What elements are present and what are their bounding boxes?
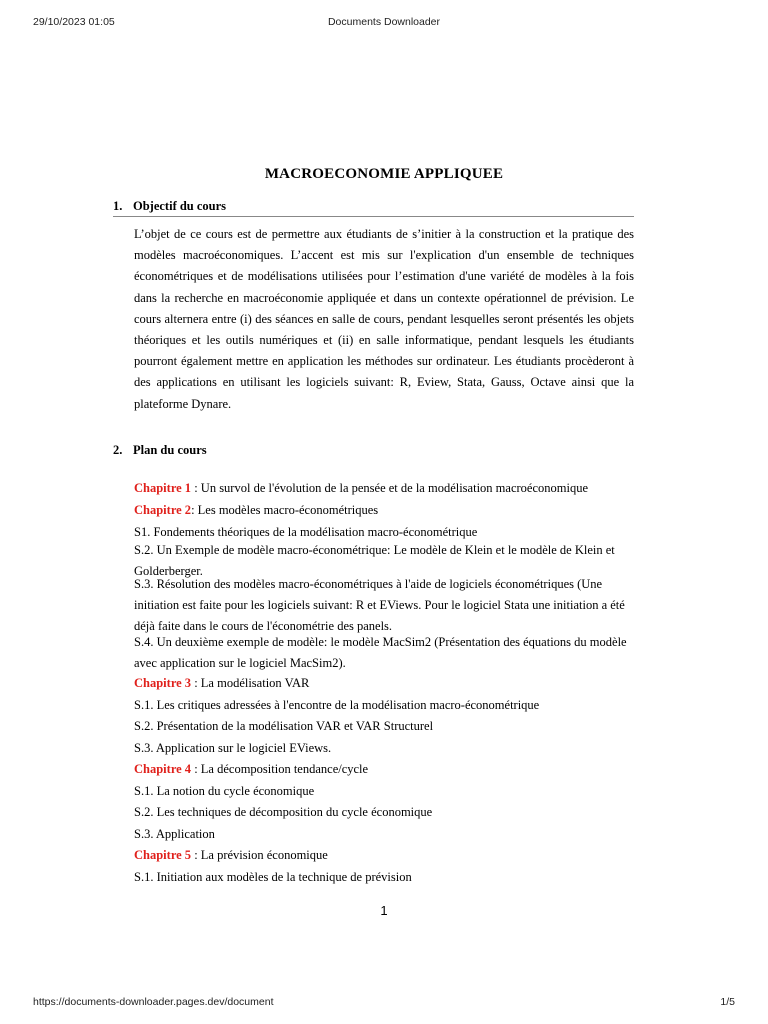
print-url: https://documents-downloader.pages.dev/document: [33, 996, 274, 1008]
section-heading-plan: [113, 443, 634, 458]
chapter-3-label: Chapitre 3: [134, 676, 192, 690]
chapter-4-line: [134, 761, 634, 777]
chapter-1-line: [134, 480, 634, 496]
print-header-title: Documents Downloader: [327, 16, 441, 28]
page-number: 1: [380, 903, 388, 918]
print-page-count: 1/5: [720, 996, 735, 1008]
section-title: Objectif du cours: [133, 199, 227, 213]
document-title: MACROECONOMIE APPLIQUEE: [264, 166, 504, 182]
chapter-4-s1: S.1. La notion du cycle économique: [134, 784, 315, 798]
chapter-4-s3: S.3. Application: [134, 827, 215, 841]
print-datetime: 29/10/2023 01:05: [33, 16, 115, 28]
chapter-1-label: Chapitre 1: [134, 481, 192, 495]
chapter-4-title: : La décomposition tendance/cycle: [191, 762, 369, 776]
section-number: 1.: [113, 199, 123, 213]
chapter-5-label: Chapitre 5: [134, 848, 192, 862]
chapter-4-s2: S.2. Les techniques de décomposition du cycle économique: [134, 805, 433, 819]
chapter-5-line: [134, 847, 634, 863]
chapter-2-s2: S.2. Un Exemple de modèle macro-économétrique: Le modèle de Klein et le modèle de Klein et Golderberger.: [134, 543, 615, 578]
section-heading-objectif: [113, 199, 634, 217]
chapter-5-title: : La prévision économique: [191, 848, 328, 862]
chapter-2-s3: S.3. Résolution des modèles macro-économétriques à l'aide de logiciels économétriques (Une initiation est faite pour les logiciels suivant: R et EViews. Pour le logiciel Stata une initiation a été déjà faite dans le cours de l'économétrie des panels.: [134, 577, 625, 633]
section-title: Plan du cours: [133, 443, 207, 457]
chapter-5-s1: S.1. Initiation aux modèles de la technique de prévision: [134, 870, 412, 884]
chapter-2-title: : Les modèles macro-économétriques: [191, 503, 379, 517]
chapter-3-line: [134, 675, 634, 691]
chapter-3-s2: S.2. Présentation de la modélisation VAR et VAR Structurel: [134, 719, 434, 733]
chapter-2-label: Chapitre 2: [134, 503, 192, 517]
chapter-3-title: : La modélisation VAR: [191, 676, 310, 690]
chapter-2-s1: S1. Fondements théoriques de la modélisation macro-économétrique: [134, 525, 478, 539]
section-number: 2.: [113, 443, 123, 457]
objectif-paragraph: L’objet de ce cours est de permettre aux étudiants de s’initier à la construction et la pratique des modèles macroéconomiques. L’accent est mis sur l'explication d'un ensemble de techniques économétriques et de modélisations utilisées pour l’estimation d'une variété de modèles à la fois dans la recherche en macroéconomie appliquée et dans un contexte opérationnel de prévision. Le cours alternera entre (i) des séances en salle de cours, pendant lesquelles seront présentés les objets théoriques et les outils numériques et (ii) en salle informatique, pendant lesquels les étudiants pourront également mettre en application les méthodes sur ordinateur. Les étudiants procèderont à des applications en utilisant les logiciels suivant: R, Eview, Stata, Gauss, Octave ainsi que la plateforme Dynare.: [134, 227, 634, 411]
chapter-2-s4: S.4. Un deuxième exemple de modèle: le modèle MacSim2 (Présentation des équations du modèle avec application sur le logiciel MacSim2).: [134, 635, 627, 670]
chapter-4-label: Chapitre 4: [134, 762, 192, 776]
chapter-1-title: : Un survol de l'évolution de la pensée et de la modélisation macroéconomique: [191, 481, 588, 495]
chapter-3-s3: S.3. Application sur le logiciel EViews.: [134, 741, 332, 755]
chapter-3-s1: S.1. Les critiques adressées à l'encontre de la modélisation macro-économétrique: [134, 698, 540, 712]
chapter-2-line: [134, 502, 634, 518]
